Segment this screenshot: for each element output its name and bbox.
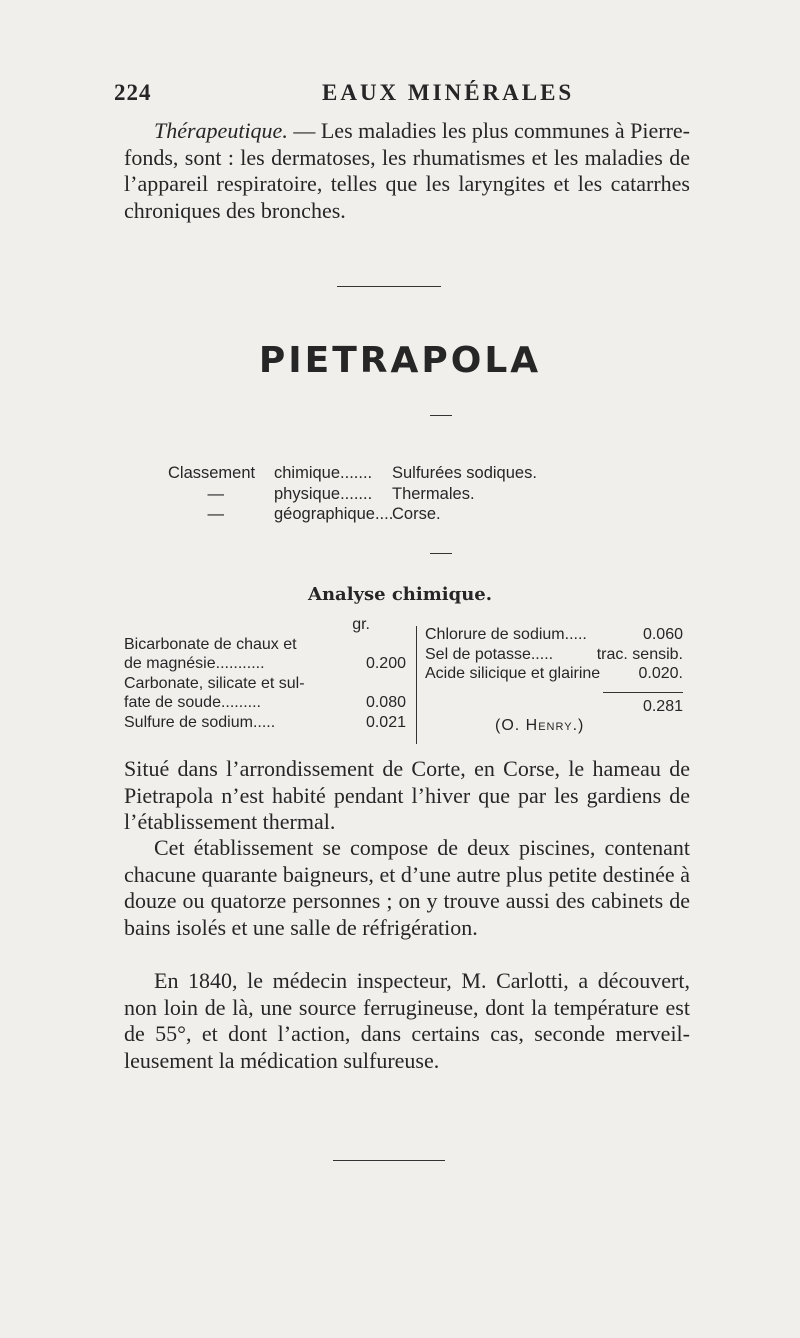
classement-label: chimique....... (274, 464, 373, 482)
body-paragraph: Cet établissement se compose de deux piscines, contenant chacune quarante baigneurs, et d’une autre plus petite destinée à douze ou quatorze personnes ; on y trouve aussi des cabinets de bains isolés et une salle de réfrigération. (124, 835, 690, 940)
analyse-right-column (425, 625, 683, 736)
short-rule-2 (430, 553, 452, 554)
therapeutique-paragraph (124, 118, 690, 224)
classement-row (168, 504, 537, 525)
analyse-line: Carbonate, silicate et sul- (124, 674, 305, 692)
total-rule (603, 692, 683, 693)
analyse-row: de magnésie........... 0.200 (124, 655, 406, 672)
analyse-value: 0.020. (638, 665, 683, 682)
classement-row (168, 484, 537, 505)
analyse-value: 0.021 (365, 713, 406, 731)
analyse-left-column (124, 615, 406, 732)
unit-label: gr. (352, 616, 370, 633)
analyse-title: Analyse chimique. (307, 584, 493, 605)
body-paragraph: Situé dans l’arrondissement de Corte, en Corse, le hameau de Pietrapola n’est habité pendant l’hiver que par les gardiens de l’établissement thermal. (124, 756, 690, 835)
classement-row (168, 463, 537, 484)
analyse-value: trac. sensib. (596, 645, 683, 663)
classement-value: Thermales. (392, 484, 475, 503)
analyse-source: (O. Henry.) (495, 717, 585, 734)
column-divider (416, 626, 417, 744)
analyse-row: Sel de potasse..... trac. sensib. (425, 645, 683, 663)
body-paragraph: En 1840, le médecin inspecteur, M. Carlotti, a découvert, non loin de là, une source ferrugineuse, dont la température est de 55°, et dont l’action, dans certains cas, seconde merveilleusement la médication sulfureuse. (124, 968, 690, 1073)
separator-rule-top (337, 286, 441, 287)
analyse-row: Acide silicique et glairine 0.020. (425, 665, 683, 682)
classement-value: Sulfurées sodiques. (392, 464, 537, 482)
analyse-value: 0.080 (365, 694, 406, 711)
separator-rule-bottom (333, 1160, 445, 1161)
section-title: PIETRAPOLA (258, 340, 542, 381)
running-header: EAUX MINÉRALES (322, 80, 575, 105)
analyse-value: 0.200 (365, 655, 406, 672)
therapeutique-text: — Les maladies les plus communes à Pierrefonds, sont : les dermatoses, les rhumatismes et les maladies de l’appareil respiratoire, telles que les laryngites et les catarrhes chroniques des bronches. (124, 118, 690, 223)
classement-prefix: Classement (168, 464, 256, 482)
analyse-row: Chlorure de sodium..... 0.060 (425, 626, 683, 643)
classement-label: physique....... (274, 484, 373, 503)
analyse-row: Sulfure de sodium..... 0.021 (124, 713, 406, 731)
therapeutique-label: Thérapeutique. (154, 118, 288, 143)
short-rule-1 (430, 415, 452, 416)
classement-table (168, 463, 537, 525)
analyse-row: fate de soude......... 0.080 (124, 694, 406, 711)
classement-prefix: — (207, 505, 224, 523)
page-number: 224 (114, 80, 152, 105)
analyse-line: Bicarbonate de chaux et (124, 635, 297, 653)
analyse-total: 0.281 (642, 697, 683, 715)
classement-label: géographique.... (274, 505, 394, 523)
classement-prefix: — (207, 484, 224, 503)
analyse-value: 0.060 (642, 626, 683, 643)
classement-value: Corse. (392, 505, 441, 523)
